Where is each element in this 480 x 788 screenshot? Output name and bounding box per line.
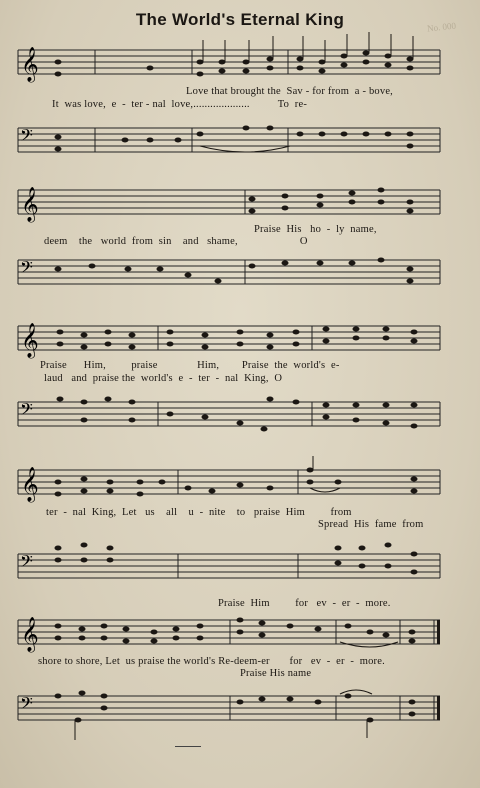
treble-clef-icon: 𝄞 xyxy=(21,48,39,81)
bass-staff-5 xyxy=(0,690,480,734)
footer-rule xyxy=(175,746,201,747)
treble-clef-icon: 𝄞 xyxy=(21,468,39,501)
treble-staff-5 xyxy=(0,612,480,656)
lyric-line: Spread His fame from xyxy=(318,519,424,530)
bass-clef-icon: 𝄢 xyxy=(20,127,33,149)
treble-staff-1 xyxy=(0,44,480,84)
treble-clef-icon: 𝄞 xyxy=(21,188,39,221)
lyric-line: It was love, e - ter - nal love,.................... To re- xyxy=(52,99,308,110)
lyric-line: Praise His ho - ly name, xyxy=(254,224,377,235)
bass-clef-icon: 𝄢 xyxy=(20,553,33,575)
treble-clef-icon: 𝄞 xyxy=(21,618,39,651)
bass-clef-icon: 𝄢 xyxy=(20,401,33,423)
lyric-line: deem the world from sin and shame, O xyxy=(44,236,308,247)
bass-staff-1 xyxy=(0,124,480,164)
lyric-line: Praise Him, praise Him, Praise the world's e- xyxy=(40,360,340,371)
bass-clef-icon: 𝄢 xyxy=(20,259,33,281)
lyric-line: shore to shore, Let us praise the world's Re-deem-er for ev - er - more. xyxy=(38,656,385,667)
faded-page-number: No. 000 xyxy=(426,20,457,34)
lyric-line: laud and praise the world's e - ter - nal King, O xyxy=(44,373,283,384)
bass-clef-icon: 𝄢 xyxy=(20,695,33,717)
bass-staff-2 xyxy=(0,256,480,296)
bass-staff-3 xyxy=(0,398,480,438)
page-title: The World's Eternal King xyxy=(135,10,345,29)
lyric-line: Praise Him for ev - er - more. xyxy=(218,598,391,609)
lyric-line: Praise His name xyxy=(240,668,312,679)
treble-staff-2 xyxy=(0,184,480,224)
lyric-line: Love that brought the Sav - for from a - bove, xyxy=(186,86,394,97)
lyric-line: ter - nal King, Let us all u - nite to praise Him from xyxy=(46,507,352,518)
bass-staff-4 xyxy=(0,550,480,590)
treble-clef-icon: 𝄞 xyxy=(21,324,39,357)
treble-staff-3 xyxy=(0,320,480,360)
treble-staff-4 xyxy=(0,464,480,504)
